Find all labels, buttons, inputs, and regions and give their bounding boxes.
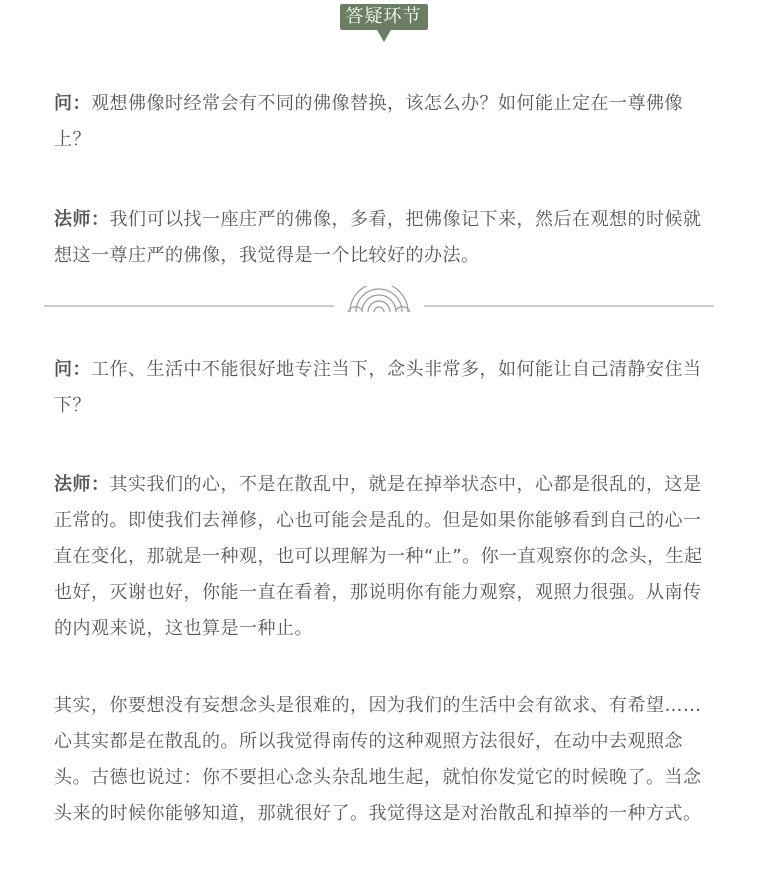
- answer-label: 法师：: [54, 474, 110, 495]
- answer-1: [54, 202, 714, 274]
- question-text: 工作、生活中不能很好地专注当下，念头非常多，如何能让自己清静安住当下？: [54, 359, 702, 416]
- answer-label: 法师：: [54, 209, 110, 230]
- answer-text: 我们可以找一座庄严的佛像，多看，把佛像记下来，然后在观想的时候就想这一尊庄严的佛像，我觉得是一个比较好的办法。: [54, 209, 702, 266]
- answer-text: 其实我们的心，不是在散乱中，就是在掉举状态中，心都是很乱的，这是正常的。即使我们去禅修，心也可能会是乱的。但是如果你能够看到自己的心一直在变化，那就是一种观，也可以理解为一种“止”。你一直观察你的念头，生起也好，灭谢也好，你能一直在看着，那说明你有能力观察，观照力很强。从南传的内观来说，这也算是一种止。: [54, 474, 703, 639]
- continuation-text: 其实，你要想没有妄想念头是很难的，因为我们的生活中会有欲求、有希望……心其实都是在散乱的。所以我觉得南传的这种观照方法很好，在动中去观照念头。古德也说过：你不要担心念头杂乱地生起，就怕你发觉它的时候晚了。当念头来的时候你能够知道，那就很好了。我觉得这是对治散乱和掉举的一种方式。: [54, 695, 702, 824]
- question-label: 问：: [54, 359, 91, 380]
- cloud-ornament-icon: [44, 286, 714, 326]
- qa-section-badge: 答疑环节: [340, 4, 428, 30]
- section-header: [0, 4, 767, 30]
- question-2: [54, 352, 714, 424]
- question-label: 问：: [54, 93, 91, 114]
- question-text: 观想佛像时经常会有不同的佛像替换，该怎么办？如何能止定在一尊佛像上？: [54, 93, 683, 150]
- question-1: [54, 86, 714, 158]
- answer-2-continuation: [54, 688, 714, 832]
- ornamental-divider: [44, 286, 714, 326]
- answer-2: [54, 467, 714, 647]
